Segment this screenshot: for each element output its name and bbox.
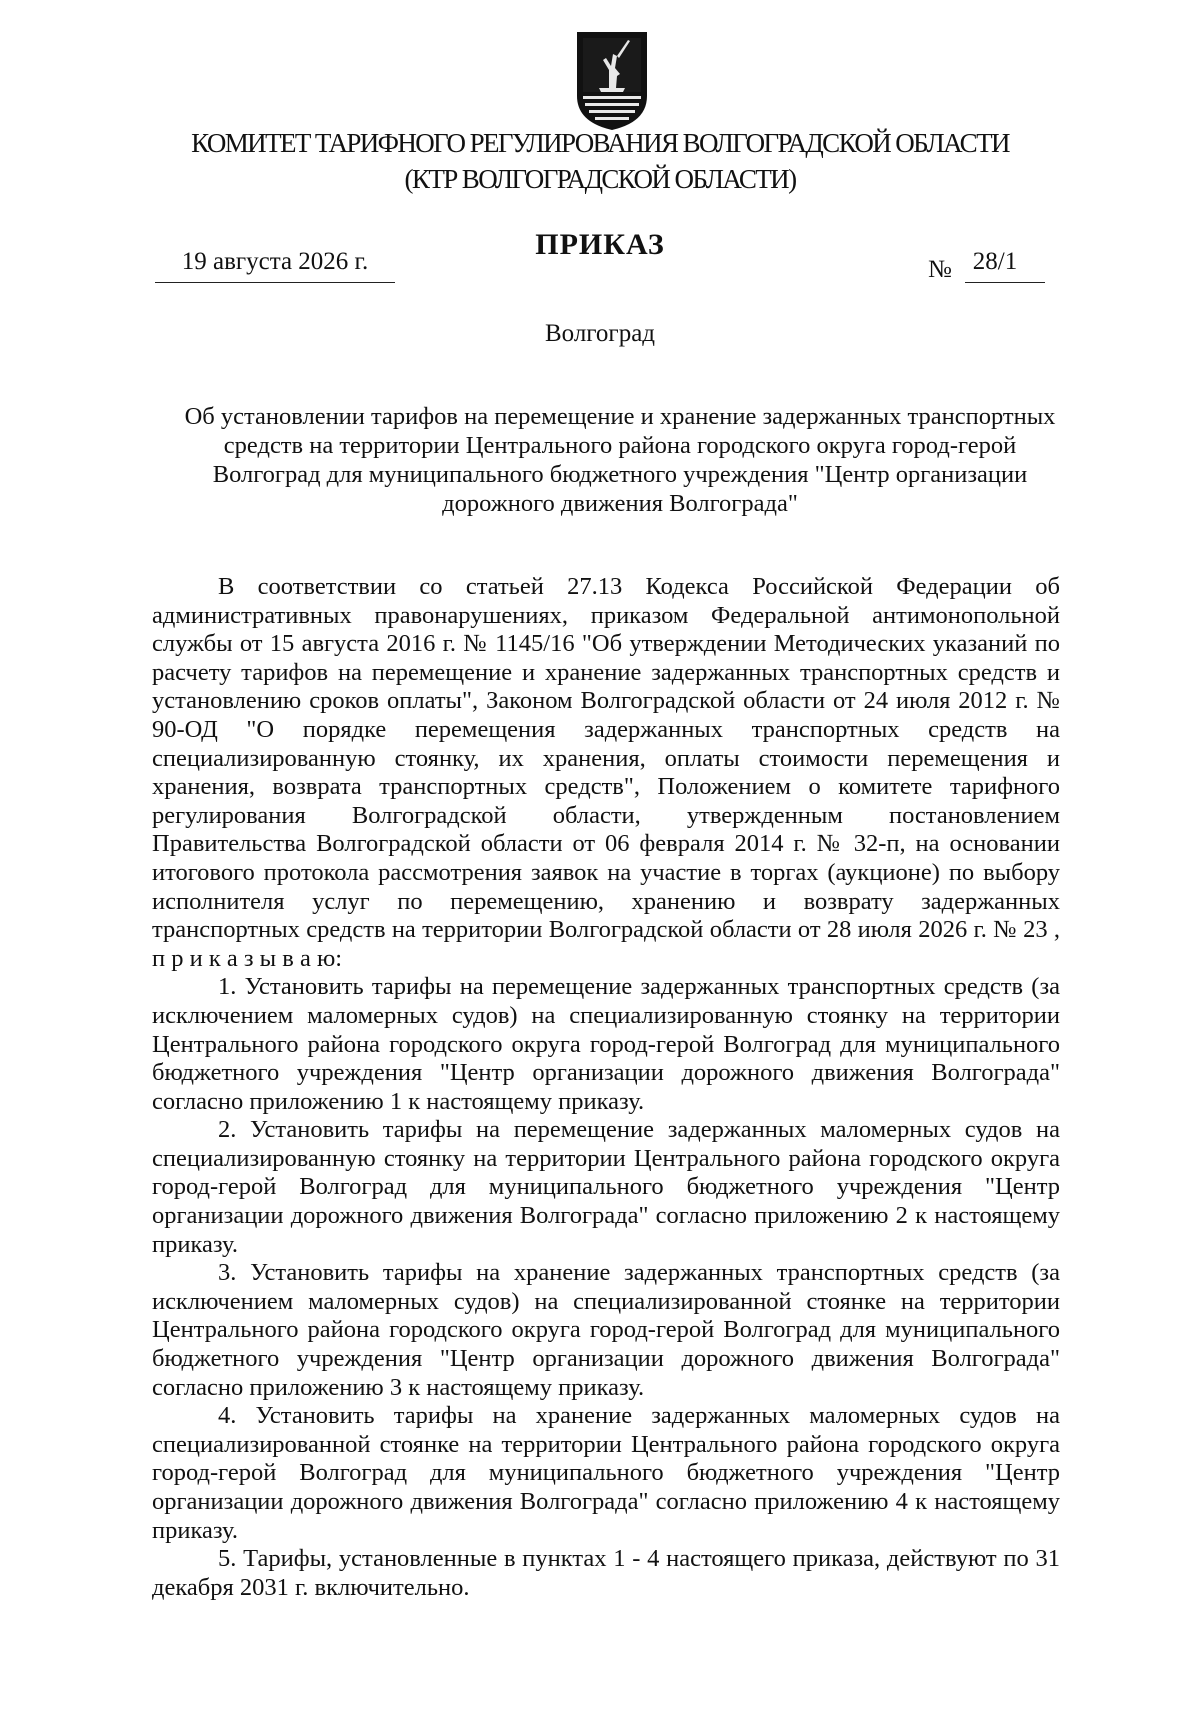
item-1-paragraph: 1. Установить тарифы на перемещение задержанных транспортных средств (за исключением маломерных судов) на специализированную стоянку на территории Центрального района городского округа город-герой Волгоград для муниципального бюджетного учреждения "Центр организации дорожного движения Волгограда" согласно приложению 1 к настоящему приказу. — [152, 973, 1060, 1115]
number-underline — [965, 282, 1045, 283]
organization-abbreviation: (КТР ВОЛГОГРАДСКОЙ ОБЛАСТИ) — [404, 164, 796, 194]
item-2-paragraph: 2. Установить тарифы на перемещение задержанных маломерных судов на специализированную стоянку на территории Центрального района городского округа город-герой Волгоград для муниципального бюджетного учреждения "Центр организации дорожного движения Волгограда" согласно приложению 2 к настоящему приказу. — [152, 1116, 1060, 1258]
order-number: 28/1 — [972, 248, 1018, 275]
preamble-paragraph: В соответствии со статьей 27.13 Кодекса Российской Федерации об административных правонарушениях, приказом Федеральной антимонопольной службы от 15 августа 2016 г. № 1145/16 "Об утверждении Методических указаний по расчету тарифов на перемещение и хранение задержанных транспортных средств и установлению сроков оплаты", Законом Волгоградской области от 24 июля 2012 г. № 90-ОД "О порядке перемещения задержанных транспортных средств на специализированную стоянку, их хранения, оплаты стоимости перемещения и хранения, возврата транспортных средств", Положением о комитете тарифного регулирования Волгоградской области, утвержденным постановлением Правительства Волгоградской области от 06 февраля 2014 г. № 32-п, на основании итогового протокола рассмотрения заявок на участие в торгах (аукционе) по выбору исполнителя услуг по перемещению, хранению и возврату задержанных транспортных средств на территории Волгоградской области от 28 июля 2026 г. № 23 , п р и к а з ы в а ю: — [152, 573, 1060, 972]
item-5-paragraph: 5. Тарифы, установленные в пунктах 1 - 4 настоящего приказа, действуют по 31 декабря 2031 г. включительно. — [152, 1545, 1060, 1601]
order-body — [152, 573, 1060, 1602]
organization-name: КОМИТЕТ ТАРИФНОГО РЕГУЛИРОВАНИЯ ВОЛГОГРАДСКОЙ ОБЛАСТИ — [191, 128, 1009, 158]
order-date-field — [155, 248, 395, 286]
volgograd-coat-of-arms-icon — [573, 30, 651, 132]
document-title: ПРИКАЗ — [535, 228, 665, 261]
city: Волгоград — [544, 320, 656, 347]
item-3-paragraph: 3. Установить тарифы на хранение задержанных транспортных средств (за исключением маломерных судов) на специализированной стоянке на территории Центрального района городского округа город-герой Волгоград для муниципального бюджетного учреждения "Центр организации дорожного движения Волгограда" согласно приложению 3 к настоящему приказу. — [152, 1259, 1060, 1401]
date-underline — [155, 282, 395, 283]
item-4-paragraph: 4. Установить тарифы на хранение задержанных маломерных судов на специализированной стоянке на территории Центрального района городского округа город-герой Волгоград для муниципального бюджетного учреждения "Центр организации дорожного движения Волгограда" согласно приложению 4 к настоящему приказу. — [152, 1402, 1060, 1544]
order-subject: Об установлении тарифов на перемещение и хранение задержанных транспортных средств на территории Центрального района городского округа город-герой Волгоград для муниципального бюджетного учреждения "Центр организации дорожного движения Волгограда" — [184, 403, 1056, 517]
order-number-field — [965, 248, 1045, 286]
order-date: 19 августа 2026 г. — [181, 248, 369, 275]
number-sign: № — [928, 256, 952, 283]
